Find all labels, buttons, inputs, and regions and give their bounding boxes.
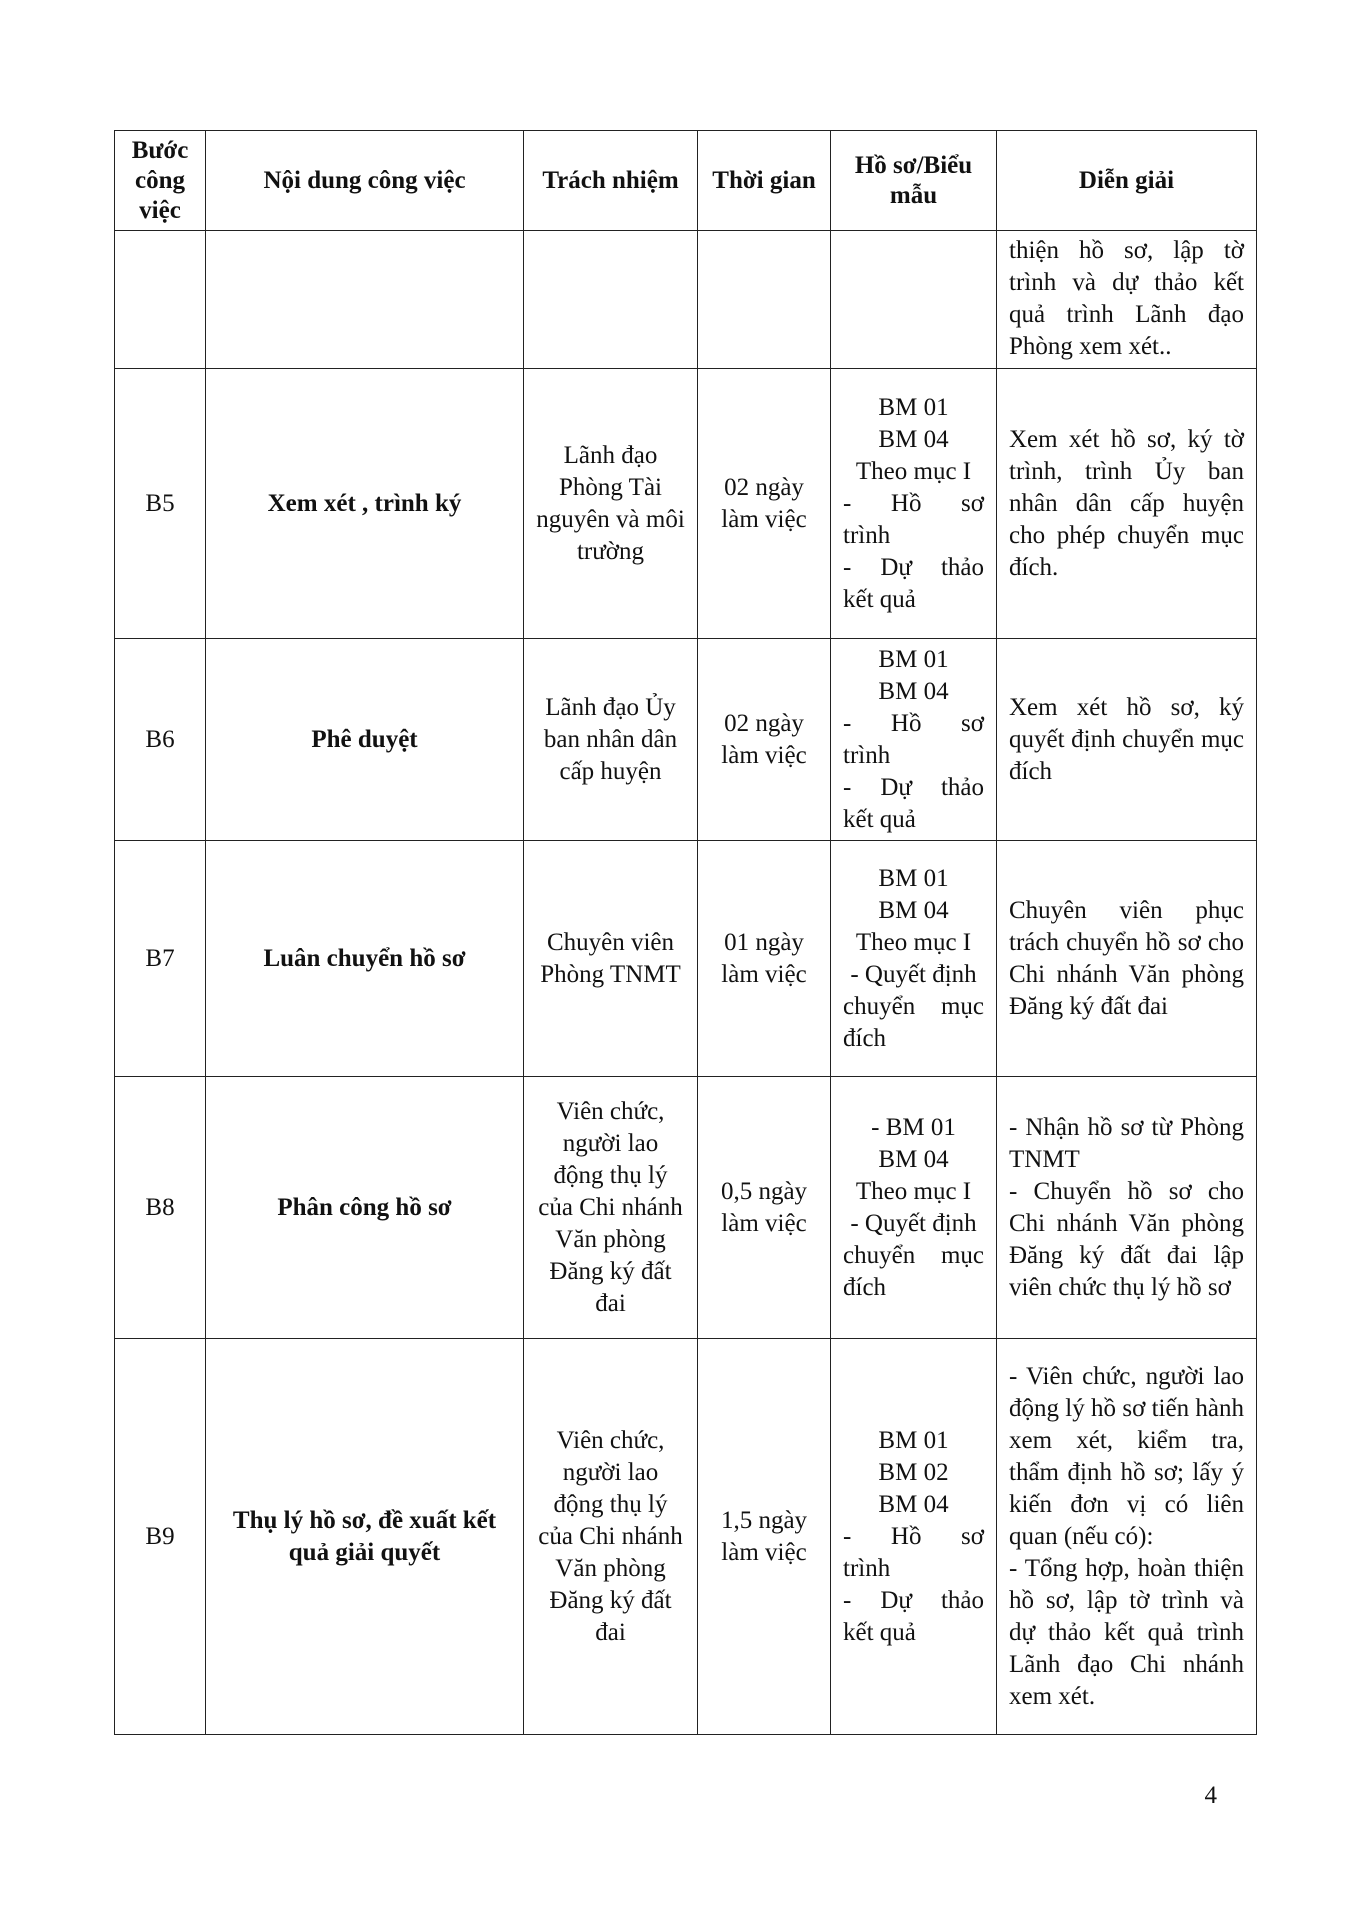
cell-time: 02 ngày làm việc (698, 639, 831, 841)
page-number: 4 (1204, 1782, 1217, 1809)
description-paragraph: - Chuyển hồ sơ cho Chi nhánh Văn phòng Đăng ký đất đai lập viên chức thụ lý hồ sơ (1009, 1177, 1244, 1301)
form-line: Theo mục I (855, 1177, 972, 1205)
form-line: - Quyết định (850, 960, 977, 988)
form-line: Theo mục I (855, 928, 972, 956)
form-line: BM 04 (878, 896, 949, 924)
form-line: kết quả (843, 1618, 916, 1646)
cell-task: Phê duyệt (206, 639, 524, 841)
cell-step: B9 (115, 1339, 206, 1735)
form-line: BM 01 (878, 1426, 949, 1454)
cell-forms (831, 841, 997, 1077)
cell-task: Luân chuyển hồ sơ (206, 841, 524, 1077)
cell-description (997, 1339, 1257, 1735)
form-line: - Dự thảo (843, 1586, 984, 1614)
description-line: Phòng xem xét.. (1009, 333, 1172, 360)
description-line: quả trình Lãnh đạo (1009, 301, 1244, 328)
cell-description: Chuyên viên phục trách chuyển hồ sơ cho Chi nhánh Văn phòng Đăng ký đất đai (997, 841, 1257, 1077)
form-line: - BM 01 (871, 1113, 956, 1141)
description-paragraph: - Viên chức, người lao động lý hồ sơ tiến hành xem xét, kiểm tra, thẩm định hồ sơ; lấy ý kiến đơn vị có liên quan (nếu có): (1009, 1362, 1244, 1550)
form-line: BM 01 (878, 393, 949, 421)
cell-responsible: Viên chức, người lao động thụ lý của Chi nhánh Văn phòng Đăng ký đất đai (524, 1339, 698, 1735)
form-line: - Dự thảo (843, 773, 984, 801)
description-line: trình và dự thảo kết (1009, 269, 1244, 296)
form-line: BM 01 (878, 645, 949, 673)
cell-time: 01 ngày làm việc (698, 841, 831, 1077)
cell-step: B6 (115, 639, 206, 841)
procedure-table (114, 130, 1257, 1735)
form-line: - Hồ sơ (843, 709, 984, 737)
form-line: trình (843, 741, 891, 769)
form-line: - Quyết định (850, 1209, 977, 1237)
header-responsible: Trách nhiệm (524, 131, 698, 231)
cell-description: Xem xét hồ sơ, ký tờ trình, trình Ủy ban nhân dân cấp huyện cho phép chuyển mục đích. (997, 369, 1257, 639)
form-line: BM 04 (878, 425, 949, 453)
cell-task: Thụ lý hồ sơ, đề xuất kết quả giải quyết (206, 1339, 524, 1735)
header-task: Nội dung công việc (206, 131, 524, 231)
cell-forms (831, 369, 997, 639)
form-line: kết quả (843, 585, 916, 613)
form-line: chuyển mục (843, 1241, 984, 1269)
table-row (115, 1339, 1257, 1735)
form-line: BM 04 (878, 1145, 949, 1173)
cell-forms (831, 231, 997, 369)
description-paragraph: - Tổng hợp, hoàn thiện hồ sơ, lập tờ trình và dự thảo kết quả trình Lãnh đạo Chi nhánh xem xét. (1009, 1554, 1244, 1710)
cell-responsible: Viên chức, người lao động thụ lý của Chi nhánh Văn phòng Đăng ký đất đai (524, 1077, 698, 1339)
form-line: - Dự thảo (843, 553, 984, 581)
cell-step: B7 (115, 841, 206, 1077)
form-line: Theo mục I (855, 457, 972, 485)
form-line: - Hồ sơ (843, 489, 984, 517)
cell-step: B8 (115, 1077, 206, 1339)
cell-responsible (524, 231, 698, 369)
form-line: kết quả (843, 805, 916, 833)
form-line: đích (843, 1024, 887, 1052)
form-line: đích (843, 1273, 887, 1301)
cell-task (206, 231, 524, 369)
cell-responsible: Lãnh đạo Ủy ban nhân dân cấp huyện (524, 639, 698, 841)
cell-responsible: Chuyên viên Phòng TNMT (524, 841, 698, 1077)
form-line: BM 04 (878, 1490, 949, 1518)
cell-time: 1,5 ngày làm việc (698, 1339, 831, 1735)
cell-forms (831, 639, 997, 841)
table-body (115, 231, 1257, 1735)
description-line: thiện hồ sơ, lập tờ (1009, 237, 1244, 264)
cell-task: Phân công hồ sơ (206, 1077, 524, 1339)
table-header (115, 131, 1257, 231)
header-description: Diễn giải (997, 131, 1257, 231)
cell-description: Xem xét hồ sơ, ký quyết định chuyển mục đích (997, 639, 1257, 841)
cell-description (997, 231, 1257, 369)
header-forms: Hồ sơ/Biểu mẫu (831, 131, 997, 231)
cell-forms (831, 1339, 997, 1735)
form-line: trình (843, 1554, 891, 1582)
form-line: BM 01 (878, 864, 949, 892)
cell-step (115, 231, 206, 369)
cell-time: 0,5 ngày làm việc (698, 1077, 831, 1339)
table-row (115, 841, 1257, 1077)
table-row (115, 1077, 1257, 1339)
form-line: chuyển mục (843, 992, 984, 1020)
table-row-continuation (115, 231, 1257, 369)
table-row (115, 369, 1257, 639)
cell-responsible: Lãnh đạo Phòng Tài nguyên và môi trường (524, 369, 698, 639)
cell-step: B5 (115, 369, 206, 639)
description-paragraph: - Nhận hồ sơ từ Phòng TNMT (1009, 1113, 1244, 1173)
form-line: - Hồ sơ (843, 1522, 984, 1550)
form-line: BM 02 (878, 1458, 949, 1486)
table-row (115, 639, 1257, 841)
cell-forms (831, 1077, 997, 1339)
cell-time (698, 231, 831, 369)
form-line: trình (843, 521, 891, 549)
form-line: BM 04 (878, 677, 949, 705)
cell-time: 02 ngày làm việc (698, 369, 831, 639)
cell-description (997, 1077, 1257, 1339)
header-step: Bước công việc (115, 131, 206, 231)
cell-task: Xem xét , trình ký (206, 369, 524, 639)
header-time: Thời gian (698, 131, 831, 231)
